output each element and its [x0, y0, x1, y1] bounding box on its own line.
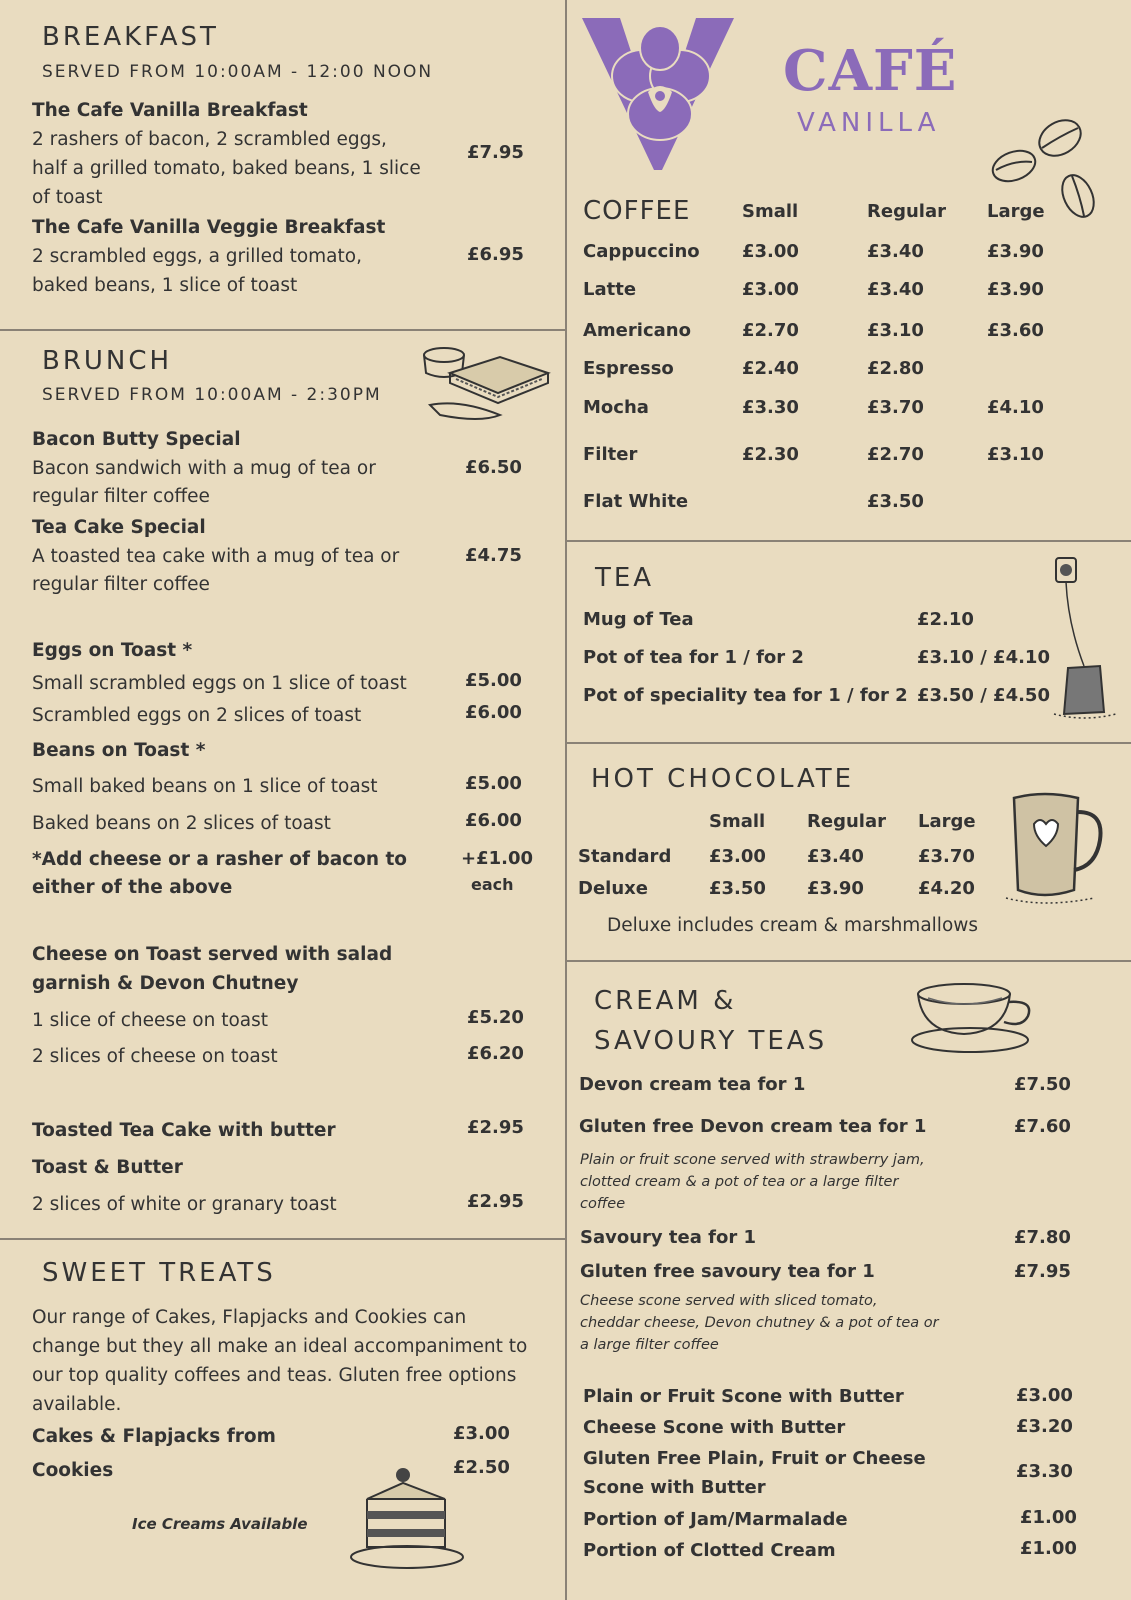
brunch-item-price: £6.50 [465, 457, 522, 478]
tea-item-price: £2.10 [917, 609, 974, 630]
divider-hot-chocolate [567, 960, 1131, 962]
coffee-header-small: Small [742, 201, 799, 222]
coffee-item-name: Latte [583, 279, 637, 300]
coffee-item-name: Mocha [583, 397, 649, 418]
hc-row-name: Deluxe [578, 878, 648, 899]
breakfast-title: BREAKFAST [42, 22, 219, 52]
logo-title: CAFÉ [783, 38, 958, 104]
coffee-price-small: £3.30 [742, 397, 799, 418]
hc-price: £3.40 [807, 846, 864, 867]
breakfast-item-name: The Cafe Vanilla Veggie Breakfast [32, 217, 386, 238]
tea-item-name: Mug of Tea [583, 609, 694, 630]
cream-teas-title: CREAM & [594, 986, 737, 1016]
scone-item-name: Plain or Fruit Scone with Butter [583, 1386, 904, 1407]
hot-chocolate-title: HOT CHOCOLATE [591, 764, 855, 794]
sweet-item-price: £3.00 [453, 1423, 510, 1444]
sweet-item-name: Cakes & Flapjacks from [32, 1426, 276, 1447]
addon-price: +£1.00 [461, 848, 534, 869]
brunch-item-price: £2.95 [467, 1191, 524, 1212]
coffee-item-name: Filter [583, 444, 638, 465]
sweet-desc: our top quality coffees and teas. Gluten free options [32, 1365, 517, 1386]
cream-note: Plain or fruit scone served with strawberry jam, [580, 1152, 925, 1168]
eggs-heading: Eggs on Toast * [32, 640, 193, 661]
savoury-note: a large filter coffee [580, 1337, 719, 1353]
scone-item-price: £1.00 [1020, 1538, 1077, 1559]
cream-item-name: Savoury tea for 1 [580, 1227, 756, 1248]
scone-item-name: Cheese Scone with Butter [583, 1417, 846, 1438]
cream-teas-title: SAVOURY TEAS [594, 1026, 828, 1056]
brunch-item-price: £5.20 [467, 1007, 524, 1028]
hc-price: £3.50 [709, 878, 766, 899]
brunch-item-price: £6.20 [467, 1043, 524, 1064]
coffee-price-small: £2.30 [742, 444, 799, 465]
brunch-item-name: Small baked beans on 1 slice of toast [32, 776, 378, 797]
breakfast-subtitle: SERVED FROM 10:00AM - 12:00 NOON [42, 62, 434, 82]
sweet-title: SWEET TREATS [42, 1258, 276, 1288]
coffee-price-regular: £2.80 [867, 358, 924, 379]
addon-note: either of the above [32, 877, 233, 898]
sandwich-illustration-icon [420, 343, 552, 433]
breakfast-item-desc: baked beans, 1 slice of toast [32, 275, 298, 296]
sweet-item-price: £2.50 [453, 1457, 510, 1478]
coffee-item-name: Flat White [583, 491, 689, 512]
coffee-price-regular: £3.70 [867, 397, 924, 418]
hc-header-small: Small [709, 811, 766, 832]
coffee-price-large: £3.90 [987, 279, 1044, 300]
brunch-item-desc: regular filter coffee [32, 486, 210, 507]
coffee-price-regular: £3.40 [867, 241, 924, 262]
cream-item-price: £7.50 [1014, 1074, 1071, 1095]
cream-item-price: £7.80 [1014, 1227, 1071, 1248]
hc-price: £4.20 [918, 878, 975, 899]
hc-price: £3.00 [709, 846, 766, 867]
coffee-price-regular: £2.70 [867, 444, 924, 465]
coffee-item-name: Cappuccino [583, 241, 700, 262]
breakfast-item-desc: half a grilled tomato, baked beans, 1 slice [32, 158, 421, 179]
scone-item-name: Scone with Butter [583, 1477, 766, 1498]
tea-bag-icon [1050, 554, 1120, 722]
tea-item-price: £3.10 / £4.10 [917, 647, 1050, 668]
divider-tea [567, 742, 1131, 744]
teacup-icon [910, 980, 1040, 1056]
coffee-price-regular: £3.50 [867, 491, 924, 512]
coffee-price-small: £3.00 [742, 241, 799, 262]
brunch-item-name: Baked beans on 2 slices of toast [32, 813, 331, 834]
breakfast-item-price: £6.95 [467, 244, 524, 265]
brunch-item-desc: Bacon sandwich with a mug of tea or [32, 458, 376, 479]
cafe-vanilla-logo-icon [580, 14, 740, 172]
cream-item-name: Gluten free Devon cream tea for 1 [579, 1116, 927, 1137]
brunch-item-name: Bacon Butty Special [32, 429, 241, 450]
addon-note: *Add cheese or a rasher of bacon to [32, 849, 408, 870]
breakfast-item-price: £7.95 [467, 142, 524, 163]
brunch-title: BRUNCH [42, 346, 173, 376]
scone-item-price: £3.00 [1016, 1385, 1073, 1406]
cheese-heading: Cheese on Toast served with salad [32, 944, 393, 965]
sweet-desc: available. [32, 1394, 122, 1415]
brunch-item-price: £2.95 [467, 1117, 524, 1138]
beans-heading: Beans on Toast * [32, 740, 206, 761]
mug-icon [1004, 790, 1104, 908]
divider-breakfast [0, 329, 565, 331]
brunch-item-desc: 2 slices of white or granary toast [32, 1194, 337, 1215]
cheese-heading: garnish & Devon Chutney [32, 973, 299, 994]
coffee-price-small: £2.40 [742, 358, 799, 379]
coffee-price-regular: £3.10 [867, 320, 924, 341]
brunch-item-name: 2 slices of cheese on toast [32, 1046, 278, 1067]
scone-item-price: £3.20 [1016, 1416, 1073, 1437]
cream-item-price: £7.60 [1014, 1116, 1071, 1137]
coffee-price-regular: £3.40 [867, 279, 924, 300]
scone-item-name: Portion of Clotted Cream [583, 1540, 836, 1561]
coffee-price-small: £2.70 [742, 320, 799, 341]
divider-coffee [567, 540, 1131, 542]
coffee-price-large: £4.10 [987, 397, 1044, 418]
addon-price-note: each [471, 875, 514, 894]
sweet-desc: Our range of Cakes, Flapjacks and Cookies can [32, 1307, 467, 1328]
tea-item-name: Pot of tea for 1 / for 2 [583, 647, 804, 668]
hc-price: £3.90 [807, 878, 864, 899]
brunch-item-price: £5.00 [465, 670, 522, 691]
column-divider [565, 0, 567, 1600]
brunch-item-price: £4.75 [465, 545, 522, 566]
scone-item-price: £1.00 [1020, 1507, 1077, 1528]
hc-price: £3.70 [918, 846, 975, 867]
breakfast-item-desc: 2 rashers of bacon, 2 scrambled eggs, [32, 129, 387, 150]
ice-creams-note: Ice Creams Available [132, 1515, 308, 1533]
sweet-item-name: Cookies [32, 1460, 114, 1481]
coffee-price-large: £3.60 [987, 320, 1044, 341]
tea-item-price: £3.50 / £4.50 [917, 685, 1050, 706]
logo-subtitle: VANILLA [797, 108, 941, 138]
breakfast-item-desc: of toast [32, 187, 103, 208]
savoury-note: Cheese scone served with sliced tomato, [580, 1293, 878, 1309]
brunch-item-desc: regular filter coffee [32, 574, 210, 595]
hc-header-large: Large [918, 811, 976, 832]
brunch-item-name: Toast & Butter [32, 1157, 183, 1178]
brunch-subtitle: SERVED FROM 10:00AM - 2:30PM [42, 385, 382, 405]
coffee-price-large: £3.90 [987, 241, 1044, 262]
brunch-item-name: Scrambled eggs on 2 slices of toast [32, 705, 362, 726]
brunch-item-price: £6.00 [465, 810, 522, 831]
scone-item-price: £3.30 [1016, 1461, 1073, 1482]
cream-item-price: £7.95 [1014, 1261, 1071, 1282]
breakfast-item-name: The Cafe Vanilla Breakfast [32, 100, 308, 121]
brunch-item-name: Small scrambled eggs on 1 slice of toast [32, 673, 407, 694]
breakfast-item-desc: 2 scrambled eggs, a grilled tomato, [32, 246, 362, 267]
coffee-title: COFFEE [583, 196, 691, 226]
coffee-header-large: Large [987, 201, 1045, 222]
tea-title: TEA [595, 563, 655, 593]
coffee-price-large: £3.10 [987, 444, 1044, 465]
coffee-price-small: £3.00 [742, 279, 799, 300]
tea-item-name: Pot of speciality tea for 1 / for 2 [583, 685, 908, 706]
savoury-note: cheddar cheese, Devon chutney & a pot of tea or [580, 1315, 939, 1331]
coffee-header-regular: Regular [867, 201, 946, 222]
sweet-desc: change but they all make an ideal accompaniment to [32, 1336, 528, 1357]
cream-item-name: Gluten free savoury tea for 1 [580, 1261, 875, 1282]
divider-brunch [0, 1238, 565, 1240]
scone-item-name: Gluten Free Plain, Fruit or Cheese [583, 1448, 926, 1469]
brunch-item-price: £5.00 [465, 773, 522, 794]
brunch-item-desc: A toasted tea cake with a mug of tea or [32, 546, 400, 567]
coffee-item-name: Espresso [583, 358, 674, 379]
hc-header-regular: Regular [807, 811, 886, 832]
brunch-item-name: 1 slice of cheese on toast [32, 1010, 269, 1031]
cream-note: clotted cream & a pot of tea or a large filter [580, 1174, 899, 1190]
cream-item-name: Devon cream tea for 1 [579, 1074, 806, 1095]
hc-note: Deluxe includes cream & marshmallows [607, 915, 979, 936]
coffee-item-name: Americano [583, 320, 691, 341]
hc-row-name: Standard [578, 846, 672, 867]
brunch-item-name: Toasted Tea Cake with butter [32, 1120, 336, 1141]
brunch-item-price: £6.00 [465, 702, 522, 723]
brunch-item-name: Tea Cake Special [32, 517, 206, 538]
cream-note: coffee [580, 1196, 626, 1212]
cake-illustration-icon [345, 1465, 475, 1575]
scone-item-name: Portion of Jam/Marmalade [583, 1509, 848, 1530]
